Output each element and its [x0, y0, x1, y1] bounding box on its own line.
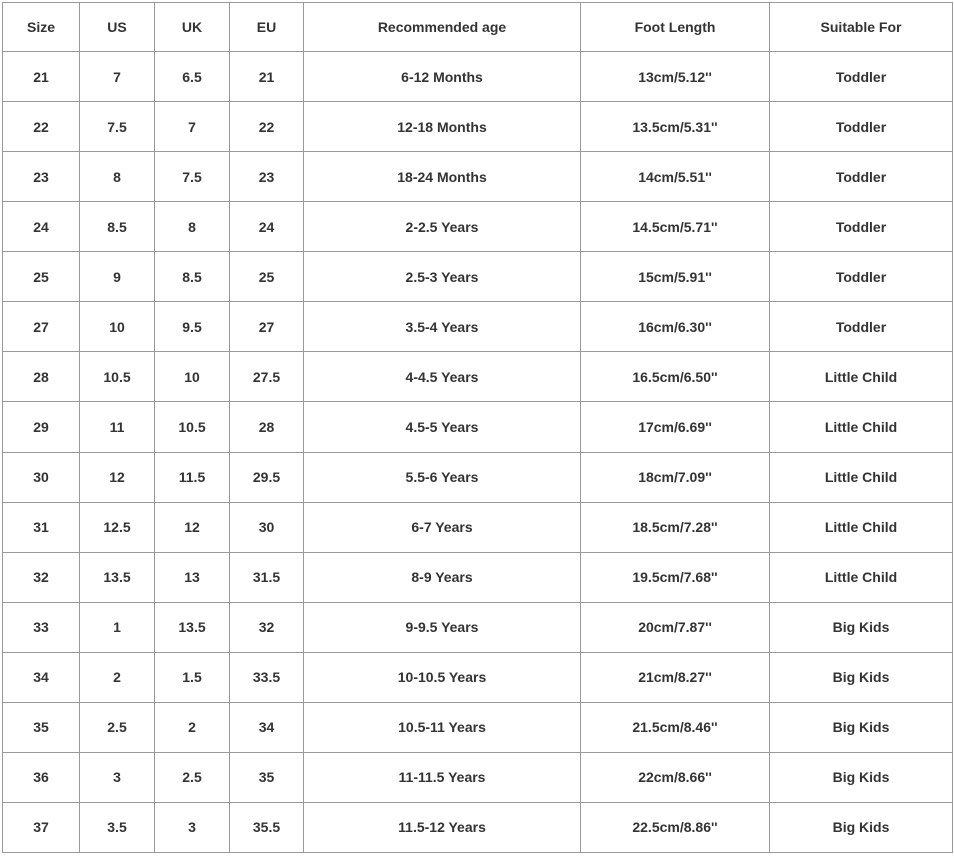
cell-recommended-age: 4-4.5 Years: [304, 352, 581, 402]
table-row: [3, 602, 953, 652]
column-header-eu: EU: [230, 3, 304, 52]
cell-recommended-age: 2.5-3 Years: [304, 252, 581, 302]
cell-foot-length: 14cm/5.51'': [581, 152, 770, 202]
cell-suitable-for: Big Kids: [770, 752, 953, 802]
cell-size: 35: [3, 702, 80, 752]
cell-foot-length: 15cm/5.91'': [581, 252, 770, 302]
cell-uk: 13: [155, 552, 230, 602]
cell-suitable-for: Toddler: [770, 202, 953, 252]
cell-recommended-age: 6-7 Years: [304, 502, 581, 552]
cell-us: 3: [80, 752, 155, 802]
cell-size: 23: [3, 152, 80, 202]
cell-uk: 2.5: [155, 752, 230, 802]
cell-suitable-for: Little Child: [770, 502, 953, 552]
cell-uk: 10: [155, 352, 230, 402]
cell-recommended-age: 10-10.5 Years: [304, 652, 581, 702]
cell-suitable-for: Big Kids: [770, 652, 953, 702]
table-row: [3, 652, 953, 702]
cell-us: 12: [80, 452, 155, 502]
cell-uk: 6.5: [155, 52, 230, 102]
table-row: [3, 702, 953, 752]
cell-foot-length: 17cm/6.69'': [581, 402, 770, 452]
cell-size: 27: [3, 302, 80, 352]
cell-eu: 21: [230, 52, 304, 102]
cell-eu: 23: [230, 152, 304, 202]
cell-size: 32: [3, 552, 80, 602]
cell-suitable-for: Little Child: [770, 452, 953, 502]
cell-eu: 25: [230, 252, 304, 302]
table-row: [3, 402, 953, 452]
table-row: [3, 102, 953, 152]
cell-recommended-age: 9-9.5 Years: [304, 602, 581, 652]
column-header-uk: UK: [155, 3, 230, 52]
cell-us: 10.5: [80, 352, 155, 402]
cell-size: 29: [3, 402, 80, 452]
cell-eu: 31.5: [230, 552, 304, 602]
column-header-foot-length: Foot Length: [581, 3, 770, 52]
column-header-suitable-for: Suitable For: [770, 3, 953, 52]
cell-suitable-for: Little Child: [770, 402, 953, 452]
cell-eu: 35.5: [230, 802, 304, 852]
table-row: [3, 52, 953, 102]
cell-uk: 11.5: [155, 452, 230, 502]
cell-suitable-for: Little Child: [770, 552, 953, 602]
table-row: [3, 502, 953, 552]
cell-recommended-age: 2-2.5 Years: [304, 202, 581, 252]
cell-eu: 28: [230, 402, 304, 452]
cell-foot-length: 19.5cm/7.68'': [581, 552, 770, 602]
cell-us: 10: [80, 302, 155, 352]
cell-uk: 7.5: [155, 152, 230, 202]
table-row: [3, 202, 953, 252]
cell-suitable-for: Big Kids: [770, 702, 953, 752]
column-header-size: Size: [3, 3, 80, 52]
table-row: [3, 302, 953, 352]
cell-recommended-age: 4.5-5 Years: [304, 402, 581, 452]
cell-size: 34: [3, 652, 80, 702]
cell-uk: 7: [155, 102, 230, 152]
cell-recommended-age: 5.5-6 Years: [304, 452, 581, 502]
cell-recommended-age: 10.5-11 Years: [304, 702, 581, 752]
cell-uk: 8.5: [155, 252, 230, 302]
cell-foot-length: 14.5cm/5.71'': [581, 202, 770, 252]
cell-recommended-age: 11-11.5 Years: [304, 752, 581, 802]
table-body: [3, 52, 953, 853]
cell-foot-length: 16cm/6.30'': [581, 302, 770, 352]
cell-eu: 27.5: [230, 352, 304, 402]
cell-recommended-age: 18-24 Months: [304, 152, 581, 202]
cell-foot-length: 22.5cm/8.86'': [581, 802, 770, 852]
cell-us: 11: [80, 402, 155, 452]
cell-foot-length: 16.5cm/6.50'': [581, 352, 770, 402]
cell-size: 33: [3, 602, 80, 652]
cell-size: 28: [3, 352, 80, 402]
table-row: [3, 802, 953, 852]
cell-uk: 1.5: [155, 652, 230, 702]
cell-us: 7.5: [80, 102, 155, 152]
cell-us: 2: [80, 652, 155, 702]
cell-foot-length: 18.5cm/7.28'': [581, 502, 770, 552]
cell-suitable-for: Toddler: [770, 252, 953, 302]
cell-suitable-for: Big Kids: [770, 602, 953, 652]
cell-uk: 9.5: [155, 302, 230, 352]
cell-recommended-age: 3.5-4 Years: [304, 302, 581, 352]
cell-suitable-for: Little Child: [770, 352, 953, 402]
cell-foot-length: 18cm/7.09'': [581, 452, 770, 502]
cell-size: 37: [3, 802, 80, 852]
cell-size: 30: [3, 452, 80, 502]
cell-foot-length: 21cm/8.27'': [581, 652, 770, 702]
cell-eu: 29.5: [230, 452, 304, 502]
cell-size: 36: [3, 752, 80, 802]
cell-uk: 2: [155, 702, 230, 752]
cell-eu: 33.5: [230, 652, 304, 702]
table-row: [3, 752, 953, 802]
cell-size: 31: [3, 502, 80, 552]
cell-us: 8.5: [80, 202, 155, 252]
cell-eu: 22: [230, 102, 304, 152]
cell-recommended-age: 12-18 Months: [304, 102, 581, 152]
cell-foot-length: 13cm/5.12'': [581, 52, 770, 102]
size-chart-table: [2, 2, 953, 853]
cell-suitable-for: Toddler: [770, 52, 953, 102]
cell-foot-length: 21.5cm/8.46'': [581, 702, 770, 752]
cell-eu: 34: [230, 702, 304, 752]
cell-us: 13.5: [80, 552, 155, 602]
cell-eu: 32: [230, 602, 304, 652]
cell-eu: 35: [230, 752, 304, 802]
cell-eu: 24: [230, 202, 304, 252]
cell-us: 8: [80, 152, 155, 202]
cell-suitable-for: Big Kids: [770, 802, 953, 852]
cell-recommended-age: 6-12 Months: [304, 52, 581, 102]
cell-us: 1: [80, 602, 155, 652]
cell-size: 24: [3, 202, 80, 252]
table-row: [3, 552, 953, 602]
cell-size: 22: [3, 102, 80, 152]
column-header-recommended-age: Recommended age: [304, 3, 581, 52]
cell-us: 3.5: [80, 802, 155, 852]
cell-uk: 10.5: [155, 402, 230, 452]
cell-us: 9: [80, 252, 155, 302]
cell-foot-length: 13.5cm/5.31'': [581, 102, 770, 152]
cell-size: 21: [3, 52, 80, 102]
cell-uk: 12: [155, 502, 230, 552]
table-row: [3, 452, 953, 502]
cell-recommended-age: 11.5-12 Years: [304, 802, 581, 852]
cell-eu: 30: [230, 502, 304, 552]
cell-foot-length: 22cm/8.66'': [581, 752, 770, 802]
cell-size: 25: [3, 252, 80, 302]
cell-uk: 13.5: [155, 602, 230, 652]
header-row: [3, 3, 953, 52]
cell-us: 2.5: [80, 702, 155, 752]
cell-recommended-age: 8-9 Years: [304, 552, 581, 602]
table-row: [3, 352, 953, 402]
cell-suitable-for: Toddler: [770, 102, 953, 152]
cell-us: 12.5: [80, 502, 155, 552]
table-row: [3, 252, 953, 302]
cell-eu: 27: [230, 302, 304, 352]
column-header-us: US: [80, 3, 155, 52]
cell-foot-length: 20cm/7.87'': [581, 602, 770, 652]
table-header: [3, 3, 953, 52]
cell-suitable-for: Toddler: [770, 302, 953, 352]
table-row: [3, 152, 953, 202]
cell-uk: 3: [155, 802, 230, 852]
cell-uk: 8: [155, 202, 230, 252]
cell-suitable-for: Toddler: [770, 152, 953, 202]
cell-us: 7: [80, 52, 155, 102]
